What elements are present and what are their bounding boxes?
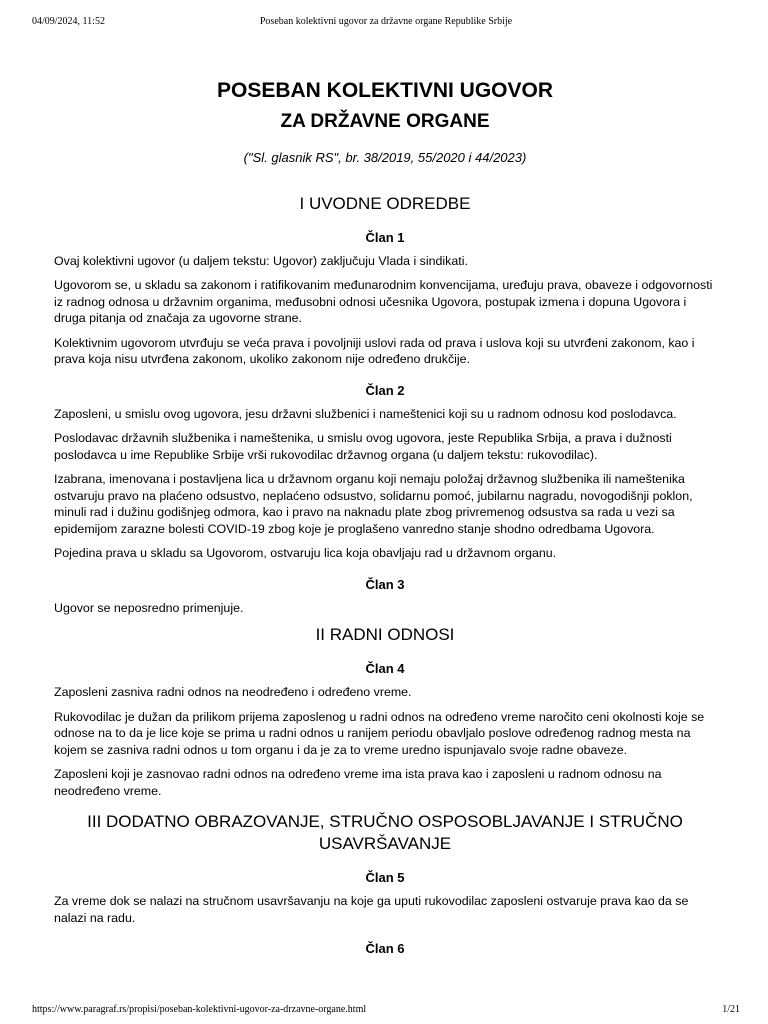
article-heading: Član 5	[365, 870, 405, 886]
section-heading: II RADNI ODNOSI	[315, 625, 455, 645]
section-heading: I UVODNE ODREDBE	[299, 193, 471, 213]
source-url[interactable]: https://www.paragraf.rs/propisi/poseban-kolektivni-ugovor-za-drzavne-organe.html	[32, 1004, 367, 1015]
paragraph: Kolektivnim ugovorom utvrđuju se veća prava i povoljniji uslovi rada od prava i uslova koji su utvrđeni zakonom, kao i prava koja nisu utvrđena zakonom, ukoliko zakonom nije određeno drukčije.	[54, 335, 695, 367]
gazette-reference: ("Sl. glasnik RS", br. 38/2019, 55/2020 i 44/2023)	[243, 149, 527, 165]
page-number: 1/21	[722, 1004, 740, 1015]
paragraph: Ugovorom se, u skladu sa zakonom i ratifikovanim međunarodnim konvencijama, uređuju prava, obaveze i odgovornosti iz radnog odnosa u državnim organima, međusobni odnosi učesnika Ugovora, postupak izmena i dopuna Ugovora i druga pitanja od značaja za ugovorne strane.	[54, 278, 713, 326]
paragraph: Pojedina prava u skladu sa Ugovorom, ostvaruju lica koja obavljaju rad u državnom organu.	[54, 546, 557, 561]
paragraph: Izabrana, imenovana i postavljena lica u državnom organu koji nemaju položaj državnog službenika ili nameštenika ostvaruju pravo na plaćeno odsustvo, neplaćeno odsustvo, solidarnu pomoć, jubilarnu nagradu, novogodišnji poklon, minuli rad i dužinu godišnjeg odmora, kao i pravo na naknadu plate zbog privremenog odsustva sa rada u vezi sa epidemijom zarazne bolesti COVID-19 zbog koje je proglašeno vanredno stanje shodno odredbama Ugovora.	[54, 472, 693, 536]
document-body	[54, 78, 716, 964]
article-heading: Član 2	[365, 382, 405, 398]
document-subtitle: ZA DRŽAVNE ORGANE	[280, 111, 490, 133]
print-document-title: Poseban kolektivni ugovor za državne organe Republike Srbije	[259, 16, 513, 27]
section-heading: III DODATNO OBRAZOVANJE, STRUČNO OSPOSOBLJAVANJE I STRUČNO USAVRŠAVANJE	[87, 812, 683, 854]
paragraph: Za vreme dok se nalazi na stručnom usavršavanju na koje ga uputi rukovodilac zaposleni ostvaruje prava kao da se nalazi na radu.	[54, 894, 689, 925]
paragraph: Zaposleni, u smislu ovog ugovora, jesu državni službenici i nameštenici koji su u radnom odnosu kod poslodavca.	[54, 406, 677, 421]
paragraph: Zaposleni koji je zasnovao radni odnos na određeno vreme ima ista prava kao i zaposleni u radnom odnosu na neodređeno vreme.	[54, 767, 662, 798]
article-heading: Član 4	[365, 661, 405, 677]
document-title: POSEBAN KOLEKTIVNI UGOVOR	[216, 79, 554, 102]
paragraph: Ovaj kolektivni ugovor (u daljem tekstu: Ugovor) zaključuju Vlada i sindikati.	[54, 253, 468, 268]
paragraph: Poslodavac državnih službenika i nameštenika, u smislu ovog ugovora, jeste Republika Srbija, a prava i dužnosti poslodavca u ime Republike Srbije vrši rukovodilac državnog organa (u daljem tekstu: rukovodilac).	[54, 431, 672, 462]
article-heading: Član 3	[365, 576, 405, 592]
print-datetime: 04/09/2024, 11:52	[32, 16, 105, 27]
paragraph: Zaposleni zasniva radni odnos na neodređeno i određeno vreme.	[54, 685, 412, 700]
paragraph: Ugovor se neposredno primenjuje.	[54, 600, 244, 615]
paragraph: Rukovodilac je dužan da prilikom prijema zaposlenog u radni odnos na određeno vreme naročito ceni okolnosti koje se odnose na to da je lice koje se prima u radni odnos u ranijem periodu obavljalo poslove određenog radnog mesta na kojem se zasniva radni odnos u tom organu i da je za to vreme uredno ispunjavalo svoje radne obaveze.	[54, 709, 705, 757]
article-heading: Član 6	[365, 941, 405, 957]
article-heading: Član 1	[365, 229, 405, 245]
